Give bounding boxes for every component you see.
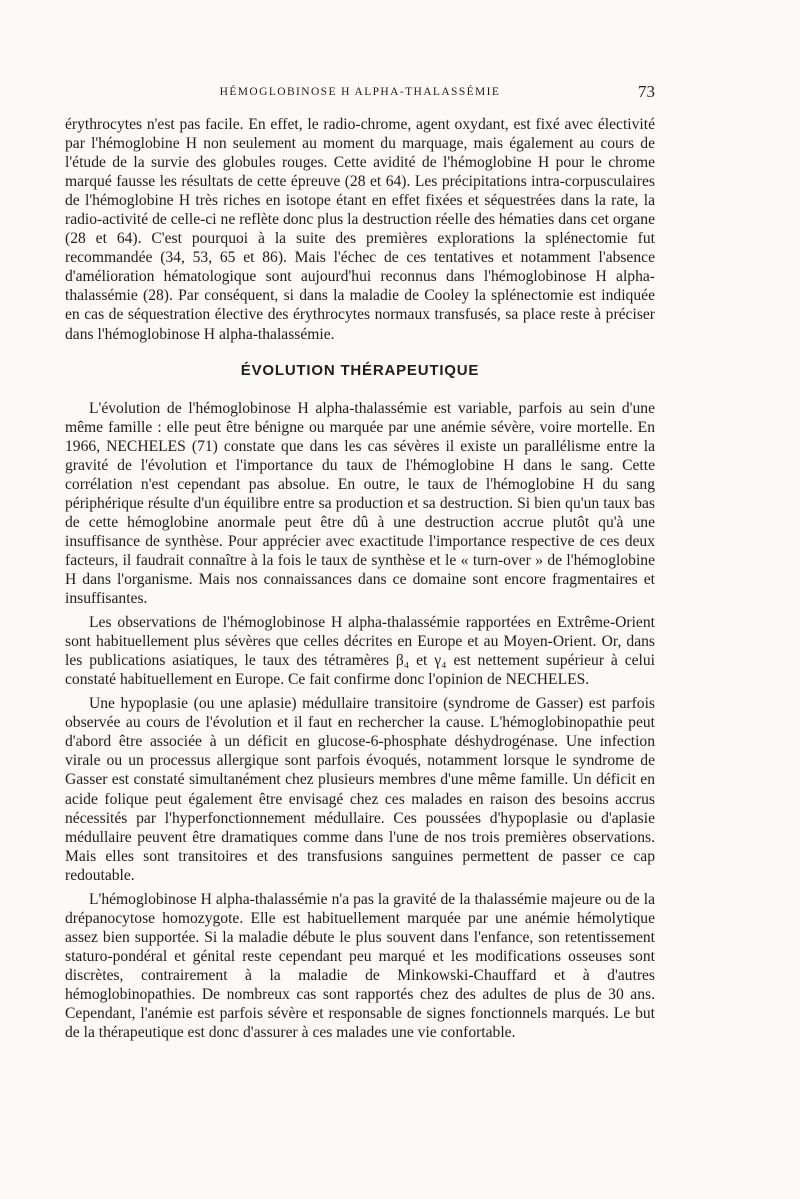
paragraph-evolution: L'évolution de l'hémoglobinose H alpha-thalassémie est variable, parfois au sein d'une même famille : elle peut être bénigne ou marquée par une anémie sévère, voire mortelle. En 1966, NECHELES (71) constate que dans les cas sévères il existe un parallélisme entre la gravité de l'évolution et l'importance du taux de l'hémoglobine H dans le sang. Cette corrélation n'est cependant pas absolue. En outre, le taux de l'hémoglobine H du sang périphérique résulte d'un équilibre entre sa production et sa destruction. Si bien qu'un taux bas de cette hémoglobine anormale peut être dû à une destruction accrue plutôt qu'à une insuffisance de synthèse. Pour apprécier avec exactitude l'importance respective de ces deux facteurs, il faudrait connaître à la fois le taux de synthèse et le « turn-over » de l'hémoglobine H dans l'organisme. Mais nos connaissances dans ce domaine sont encore fragmentaires et insuffisantes. (65, 399, 655, 608)
paragraph-observations: Les observations de l'hémoglobinose H alpha-thalassémie rapportées en Extrême-Orient sont habituellement plus sévères que celles décrites en Europe et au Moyen-Orient. Or, dans les publications asiatiques, le taux des tétramères β₄ et γ₄ est nettement supérieur à celui constaté habituellement en Europe. Ce fait confirme donc l'opinion de NECHELES. (65, 614, 655, 689)
running-header (65, 84, 655, 104)
page-number: 73 (638, 82, 655, 101)
running-title: HÉMOGLOBINOSE H ALPHA-THALASSÉMIE (219, 86, 501, 98)
body-text (65, 115, 655, 1042)
paragraph-hypoplasie: Une hypoplasie (ou une aplasie) médullaire transitoire (syndrome de Gasser) est parfois observée au cours de l'évolution et il faut en rechercher la cause. L'hémoglobinopathie peut d'abord être associée à un déficit en glucose-6-phosphate déshydrogénase. Une infection virale ou un processus allergique sont parfois évoqués, notamment lorsque le syndrome de Gasser est constaté simultanément chez plusieurs membres d'une même famille. Un déficit en acide folique peut également être envisagé chez ces malades en raison des besoins accrus nécessités par l'hyperfonctionnement médullaire. Ces poussées d'hypoplasie ou d'aplasie médullaire peuvent être dramatiques comme dans l'une de nos trois premières observations. Mais elles sont transitoires et des transfusions sanguines permettent de passer ce cap redoutable. (65, 695, 655, 884)
paragraph-continuation: érythrocytes n'est pas facile. En effet, le radio-chrome, agent oxydant, est fixé avec électivité par l'hémoglobine H non seulement au moment du marquage, mais également au cours de l'étude de la survie des globules rouges. Cette avidité de l'hémoglobine H pour le chrome marqué fausse les résultats de cette épreuve (28 et 64). Les précipitations intra-corpusculaires de l'hémoglobine H très riches en isotope étant en effet fixées et séquestrées dans la rate, la radio-activité de celle-ci ne reflète donc plus la destruction réelle des hématies dans cet organe (28 et 64). C'est pourquoi à la suite des premières explorations la splénectomie fut recommandée (34, 53, 65 et 86). Mais l'échec de ces tentatives et notamment l'absence d'amélioration hématologique sont aujourd'hui reconnus dans l'hémoglobinose H alpha-thalassémie (28). Par conséquent, si dans la maladie de Cooley la splénectomie est indiquée en cas de séquestration élective des érythrocytes normaux transfusés, sa place reste à préciser dans l'hémoglobinose H alpha-thalassémie. (65, 116, 655, 343)
paragraph-gravite: L'hémoglobinose H alpha-thalassémie n'a pas la gravité de la thalassémie majeure ou de la drépanocytose homozygote. Elle est habituellement marquée par une anémie hémolytique assez bien supportée. Si la maladie débute le plus souvent dans l'enfance, son retentissement staturo-pondéral et génital reste cependant peu marqué et les modifications osseuses sont discrètes, contrairement à la maladie de Minkowski-Chauffard et à d'autres hémoglobinopathies. De nombreux cas sont rapportés chez des adultes de plus de 30 ans. Cependant, l'anémie est parfois sévère et responsable de signes fonctionnels marqués. Le but de la thérapeutique est donc d'assurer à ces malades une vie confortable. (65, 890, 655, 1042)
section-heading: ÉVOLUTION THÉRAPEUTIQUE (240, 361, 480, 379)
